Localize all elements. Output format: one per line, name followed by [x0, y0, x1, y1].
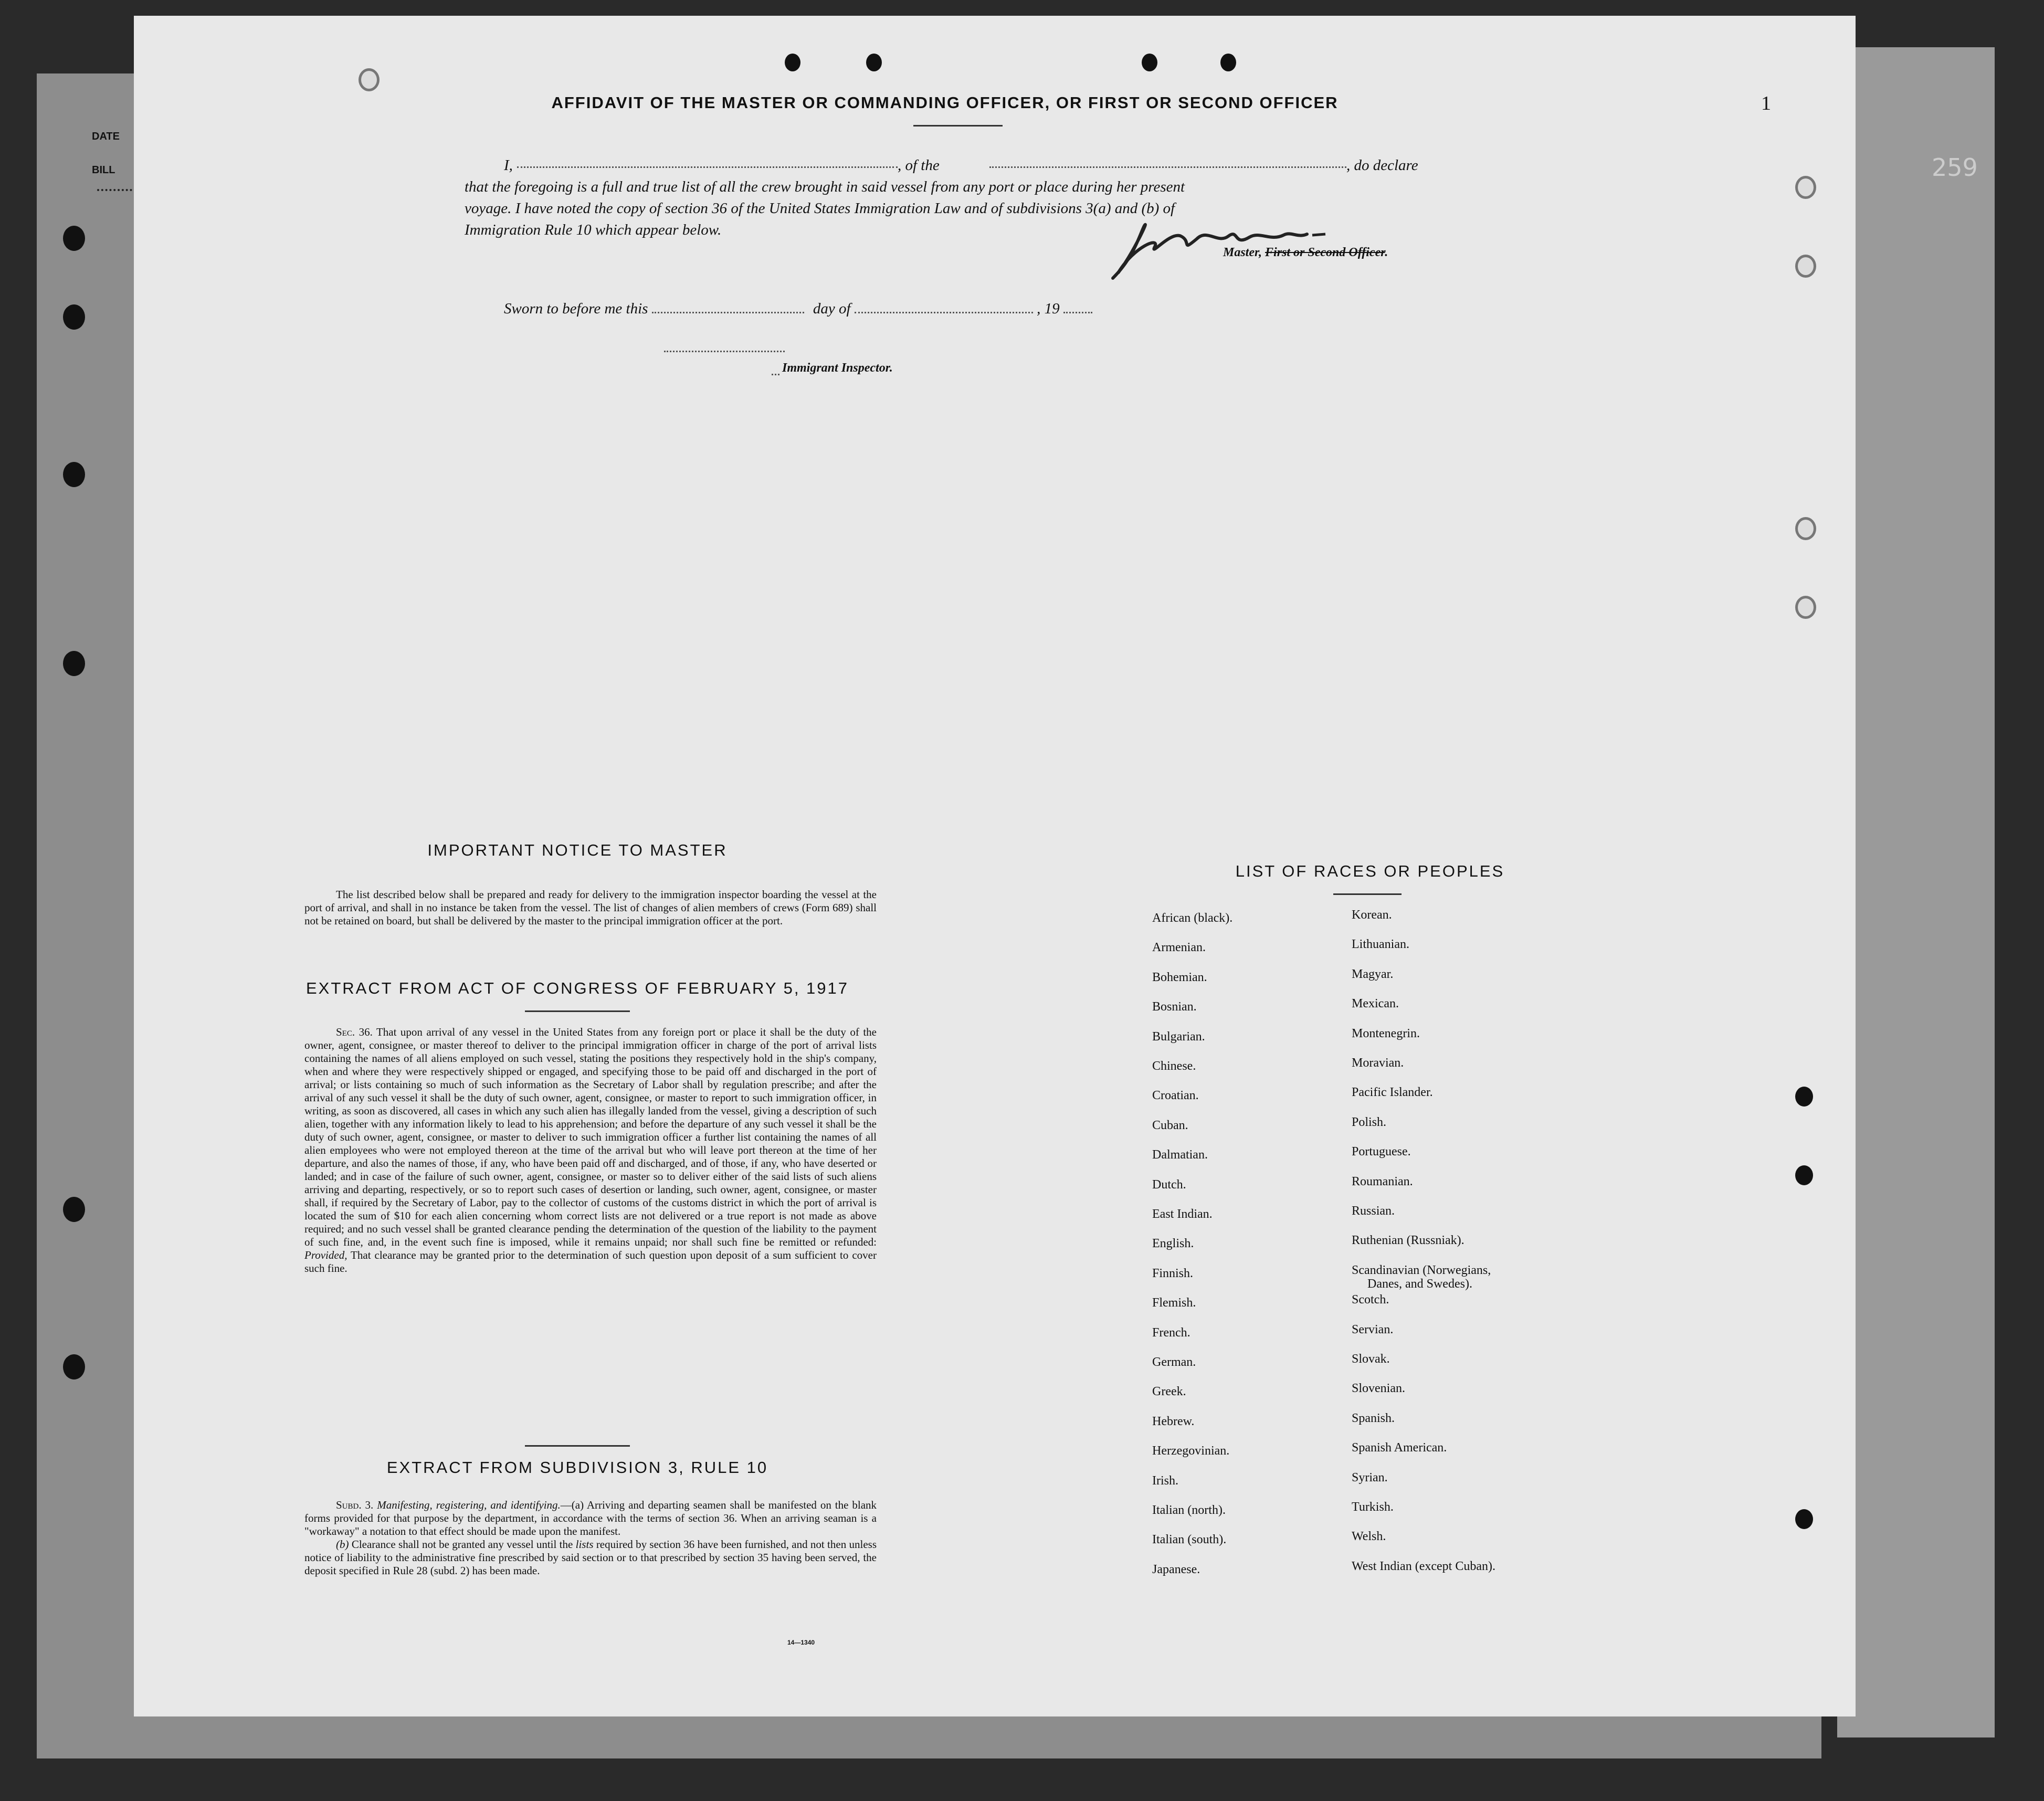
- sec-label: Sec.: [336, 1026, 355, 1038]
- race-item: Flemish.: [1152, 1296, 1196, 1310]
- affidavit-title: AFFIDAVIT OF THE MASTER OR COMMANDING OFFICER, OR FIRST OR SECOND OFFICER: [551, 93, 1339, 112]
- race-item: Cuban.: [1152, 1118, 1188, 1132]
- race-item: Welsh.: [1352, 1530, 1386, 1544]
- race-item: Turkish.: [1352, 1500, 1394, 1514]
- binder-hole: [1795, 1087, 1813, 1107]
- race-item: Bulgarian.: [1152, 1029, 1205, 1044]
- race-item: German.: [1152, 1355, 1196, 1369]
- role-end: .: [1385, 246, 1388, 259]
- race-item: Ruthenian (Russniak).: [1352, 1234, 1464, 1248]
- race-item: West Indian (except Cuban).: [1352, 1559, 1495, 1573]
- punch-hole: [1795, 255, 1816, 278]
- sworn-line: [504, 300, 1092, 318]
- affidavit-line-2: that the foregoing is a full and true list of all the crew brought in said vessel from any port or place during her present: [465, 178, 1185, 195]
- binder-hole: [1142, 54, 1157, 71]
- binder-hole: [63, 226, 85, 251]
- binder-hole: [63, 1197, 85, 1222]
- rule-para-b: [304, 1538, 877, 1577]
- binder-hole: [1795, 1165, 1813, 1185]
- binder-hole: [63, 304, 85, 330]
- act-provided: Provided,: [304, 1249, 347, 1261]
- affidavit-i: I,: [504, 157, 513, 174]
- sworn-prefix: Sworn to before me this: [504, 300, 648, 317]
- race-item: East Indian.: [1152, 1207, 1213, 1221]
- race-item: Croatian.: [1152, 1089, 1199, 1103]
- binder-hole: [1220, 54, 1236, 71]
- race-item: English.: [1152, 1237, 1194, 1251]
- role-struck-officer: First or Second Officer: [1265, 246, 1385, 259]
- act-body-end: That clearance may be granted prior to the determination of such question upon deposit of a sum sufficient to cover such fine.: [304, 1249, 877, 1275]
- page-mark: 1: [1761, 92, 1771, 114]
- binder-hole: [1795, 1509, 1813, 1529]
- act-paragraph: [304, 1026, 877, 1275]
- race-item: Japanese.: [1152, 1562, 1200, 1576]
- race-item: Slovenian.: [1352, 1382, 1405, 1396]
- race-item: Spanish.: [1352, 1411, 1395, 1425]
- binder-hole: [63, 462, 85, 487]
- role-master: Master,: [1223, 246, 1262, 259]
- affidavit-line-4: Immigration Rule 10 which appear below.: [465, 222, 722, 238]
- race-item: Hebrew.: [1152, 1414, 1195, 1428]
- binder-hole: [785, 54, 800, 71]
- race-item: Syrian.: [1352, 1470, 1388, 1484]
- left-stamp-bill: BILL: [92, 164, 115, 176]
- punch-hole: [1795, 517, 1816, 540]
- race-item: Pacific Islander.: [1352, 1086, 1433, 1100]
- race-item: Mexican.: [1352, 997, 1399, 1011]
- race-item: Korean.: [1352, 908, 1392, 922]
- race-item: Irish.: [1152, 1473, 1178, 1488]
- name-field[interactable]: [517, 155, 898, 168]
- sworn-month-field[interactable]: [855, 300, 1033, 313]
- race-item: Scandinavian (Norwegians,: [1352, 1263, 1491, 1277]
- inspector-signature-field[interactable]: [664, 351, 785, 352]
- title-rule: [913, 125, 1003, 127]
- vessel-field[interactable]: [989, 155, 1346, 168]
- race-item: Roumanian.: [1352, 1174, 1413, 1188]
- race-item: Herzegovinian.: [1152, 1444, 1230, 1458]
- races-rule: [1333, 893, 1402, 895]
- para-b-lead: (b): [336, 1538, 349, 1551]
- race-item: Lithuanian.: [1352, 938, 1409, 952]
- affidavit-do-declare: , do declare: [1346, 157, 1418, 174]
- race-item: Servian.: [1352, 1322, 1394, 1336]
- race-item: Greek.: [1152, 1385, 1186, 1399]
- subd-label: Subd.: [336, 1499, 362, 1511]
- race-item: Bosnian.: [1152, 1000, 1197, 1014]
- race-item: Polish.: [1352, 1115, 1387, 1129]
- para-b-text-2: required by section 36 have been furnished, and not then unless notice of liability to the administrative fine prescribed by said section or to that prescribed by section 35 having been served, the deposit specified in Rule 28 (subd. 2) has been made.: [304, 1538, 877, 1577]
- inspector-label: Immigrant Inspector.: [782, 361, 893, 375]
- races-col-1: [1152, 911, 1362, 1583]
- race-item: Armenian.: [1152, 941, 1206, 955]
- race-item: Danes, and Swedes).: [1367, 1277, 1472, 1291]
- punch-hole: [1795, 596, 1816, 619]
- affidavit-of-the: , of the: [898, 157, 940, 174]
- sworn-year-field[interactable]: [1063, 300, 1092, 313]
- race-item: Magyar.: [1352, 967, 1394, 981]
- race-item: African (black).: [1152, 911, 1233, 925]
- rule-heading: EXTRACT FROM SUBDIVISION 3, RULE 10: [386, 1458, 768, 1477]
- binder-hole: [63, 651, 85, 676]
- race-item: Chinese.: [1152, 1059, 1196, 1073]
- race-item: Finnish.: [1152, 1266, 1194, 1280]
- sworn-day-of: day of: [813, 300, 851, 317]
- sworn-day-field[interactable]: [652, 300, 804, 313]
- races-col-2: [1352, 908, 1719, 1580]
- race-item: Italian (south).: [1152, 1533, 1227, 1547]
- race-item: Dutch.: [1152, 1177, 1186, 1192]
- para-a-text: —(a) Arriving and departing seamen shall be manifested on the blank forms provided for that purpose by the department, in accordance with the terms of section 36. When an arriving seaman is a "workaway" a notation to that effect should be made upon the manifest.: [304, 1499, 877, 1537]
- race-item: Spanish American.: [1352, 1441, 1447, 1455]
- race-item: Montenegrin.: [1352, 1026, 1420, 1040]
- act-rule: [525, 1010, 630, 1012]
- form-number: 14—1340: [787, 1639, 815, 1646]
- para-b-italic: lists: [575, 1538, 594, 1551]
- para-a-lead: 3.: [365, 1499, 374, 1511]
- affidavit-line-1: [465, 155, 1451, 176]
- notice-paragraph: The list described below shall be prepared and ready for delivery to the immigration inspector boarding the vessel at the port of arrival, and shall in no instance be taken from the vessel. The list of changes of alien members of crews (Form 689) shall not be retained on board, but shall be delivered by the master to the principal immigration officer at the port.: [304, 888, 877, 927]
- rule-text: [304, 1499, 877, 1577]
- sworn-year-prefix: , 19: [1037, 300, 1060, 317]
- act-heading: EXTRACT FROM ACT OF CONGRESS OF FEBRUARY 5, 1917: [305, 979, 849, 997]
- act-text: [304, 1026, 877, 1275]
- binder-hole: [866, 54, 882, 71]
- race-item: Moravian.: [1352, 1056, 1404, 1070]
- race-item: French.: [1152, 1325, 1190, 1340]
- act-body: 36. That upon arrival of any vessel in the United States from any foreign port or place it shall be the duty of the owner, agent, consignee, or master thereof to deliver to the principal immigration officer in charge of the port of arrival lists containing the names of all aliens employed on such vessel, stating the positions they respectively hold in the ship's company, when and where they were respectively shipped or engaged, and specifying those to be paid off and discharged in the port of arrival; or lists containing so much of such information as the Secretary of Labor shall by regulation prescribe; and after the arrival of any such vessel it shall be the duty of such owner, agent, consignee, or master to report to such immigration officer, in writing, as soon as discovered, all cases in which any such alien has illegally landed from the vessel, giving a description of such alien, together with any information likely to lead to his apprehension; and before the departure of any such vessel it shall be the duty of such owner, agent, consignee, or master to deliver to such immigration officer a further list containing the names of all alien employees who were not employed thereon at the time of the arrival but who will leave port thereon at the time of her departure, and also the names of those, if any, who have been paid off and discharged, and of those, if any, who have deserted or landed; and in case of the failure of such owner, agent, consignee, or master so to deliver either of the said lists of such aliens arriving and departing, respectively, or so to report such cases of desertion or landing, such owner, agent, consignee, or master shall, if required by the Secretary of Labor, pay to the collector of customs of the customs district in which the port of arrival is located the sum of $10 for each alien concerning whom correct lists are not delivered or a true report is not made as above required; and no such vessel shall be granted clearance pending the determination of the question of the liability to the payment of such fine, and, in the event such fine is imposed, while it remains unpaid; nor shall such fine be remitted or refunded:: [304, 1026, 877, 1248]
- left-stamp-date: DATE: [92, 131, 120, 142]
- race-item: Italian (north).: [1152, 1503, 1226, 1517]
- inspector-dots: [772, 374, 779, 375]
- notice-text: [304, 888, 877, 928]
- adjacent-page-edge: [1837, 47, 1995, 1737]
- para-a-italic: Manifesting, registering, and identifying.: [377, 1499, 561, 1511]
- race-item: Dalmatian.: [1152, 1148, 1208, 1162]
- punch-hole: [1795, 176, 1816, 199]
- left-stamp: [92, 120, 120, 187]
- race-item: Scotch.: [1352, 1293, 1389, 1307]
- race-item: Portuguese.: [1352, 1145, 1411, 1159]
- punch-hole: [359, 68, 380, 91]
- affidavit-line-3: voyage. I have noted the copy of section 36 of the United States Immigration Law and of subdivisions 3(a) and (b) of: [465, 200, 1175, 217]
- para-b-text-1: Clearance shall not be granted any vessel until the: [351, 1538, 573, 1551]
- notice-heading: IMPORTANT NOTICE TO MASTER: [427, 841, 728, 859]
- sheet-number: 259: [1932, 153, 1978, 182]
- rule-divider: [525, 1445, 630, 1447]
- rule-para-a: [304, 1499, 877, 1538]
- signature-role: [1223, 246, 1388, 260]
- race-item: Russian.: [1352, 1204, 1395, 1218]
- race-item: Bohemian.: [1152, 970, 1207, 984]
- binder-hole: [63, 1354, 85, 1379]
- race-item: Slovak.: [1352, 1352, 1390, 1366]
- races-heading: LIST OF RACES OR PEOPLES: [1235, 862, 1505, 880]
